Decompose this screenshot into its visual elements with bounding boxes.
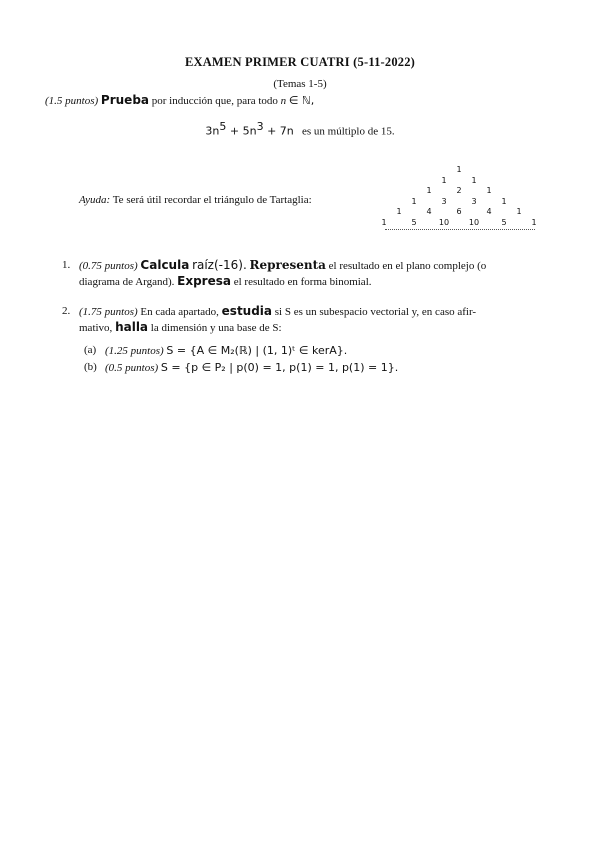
induction-formula	[0, 120, 600, 138]
exam-subtitle: (Temas 1-5)	[273, 78, 327, 90]
question-number: 2.	[62, 305, 71, 317]
points-label: (1.25 puntos)	[105, 345, 164, 357]
hint-label: Ayuda:	[79, 194, 111, 206]
points-label: (1.75 puntos)	[79, 306, 138, 318]
triangle-value: 1	[516, 207, 522, 216]
tartaglia-triangle	[381, 165, 537, 245]
formula-term-3: + 7n	[263, 124, 294, 138]
formula-term-2: + 5n	[226, 124, 257, 138]
triangle-value: 1	[456, 165, 462, 174]
formula-term-1: 3n	[205, 124, 220, 138]
triangle-value: 1	[411, 196, 417, 206]
expression-root: raíz(-16).	[192, 258, 247, 272]
triangle-value: 6	[456, 207, 462, 216]
question-text: En cada apartado,	[140, 306, 219, 318]
points-label: (0.75 puntos)	[79, 260, 138, 272]
question-text: el resultado en el plano complejo (o	[328, 260, 487, 272]
question-induction	[45, 93, 314, 107]
triangle-dotted-line	[385, 229, 535, 230]
hint	[79, 194, 312, 206]
subspace-definition: S = {A ∈ M₂(ℝ) | (1, 1)ᵗ ∈ kerA}.	[166, 344, 348, 357]
hint-text: Te será útil recordar el triángulo de Tartaglia:	[112, 194, 312, 206]
question-number: 1.	[62, 259, 71, 271]
verb-estudia: estudia	[221, 304, 273, 318]
triangle-value: 1	[531, 217, 537, 227]
triangle-value: 10	[468, 217, 480, 227]
variable-n: n	[280, 95, 287, 107]
question-text: mativo,	[79, 322, 113, 334]
verb-calcula: Calcula	[140, 258, 190, 272]
subquestion-label: (a)	[84, 344, 97, 356]
formula-exp-2: 3	[256, 120, 264, 133]
formula-exp-1: 5	[219, 120, 227, 133]
triangle-value: 1	[381, 217, 387, 227]
triangle-value: 1	[441, 175, 447, 185]
exam-title: EXAMEN PRIMER CUATRI (5-11-2022)	[184, 55, 416, 69]
triangle-value: 1	[396, 207, 402, 216]
triangle-value: 5	[501, 217, 507, 227]
subspace-definition: S = {p ∈ P₂ | p(0) = 1, p(1) = 1, p(1) = 1}.	[160, 361, 399, 374]
question-text: diagrama de Argand).	[79, 276, 175, 288]
triangle-value: 3	[471, 196, 477, 206]
triangle-value: 10	[438, 217, 450, 227]
triangle-value: 1	[501, 196, 507, 206]
triangle-value: 1	[486, 186, 492, 195]
question-text: por inducción que, para todo	[151, 95, 278, 107]
triangle-value: 5	[411, 217, 417, 227]
subquestion-label: (b)	[84, 361, 97, 373]
triangle-value: 4	[486, 207, 492, 216]
formula-tail: es un múltiplo de 15.	[302, 125, 395, 138]
points-label: (0.5 puntos)	[105, 362, 159, 374]
naturals-set: ∈ ℕ,	[288, 94, 315, 107]
triangle-value: 1	[426, 186, 432, 195]
question-text: el resultado en forma binomial.	[233, 276, 372, 288]
triangle-value: 1	[471, 175, 477, 185]
verb-prueba: Prueba	[100, 93, 150, 107]
triangle-value: 3	[441, 196, 447, 206]
points-label: (1.5 puntos)	[45, 95, 99, 107]
question-text: la dimensión y una base de S:	[150, 322, 282, 334]
triangle-value: 2	[456, 186, 462, 195]
verb-halla: halla	[115, 320, 149, 334]
verb-representa: Representa	[249, 258, 326, 272]
verb-expresa: Expresa	[177, 274, 231, 288]
question-text: si S es un subespacio vectorial y, en caso afir-	[274, 306, 477, 318]
triangle-value: 4	[426, 207, 432, 216]
